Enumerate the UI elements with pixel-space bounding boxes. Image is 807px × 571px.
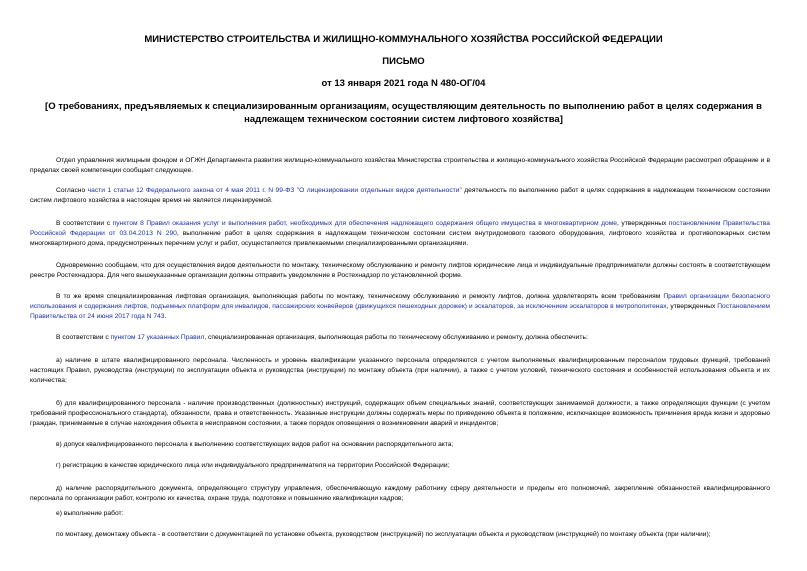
paragraph-point-17	[30, 333, 770, 343]
paragraph-text: В соответствии с	[56, 220, 113, 227]
paragraph-elevator-rules	[30, 292, 770, 322]
paragraph-text: деятельность по выполнению работ в целях содержания в надлежащем техническом состоянии систем лифтового хозяйства в настоящее время не является лицензируемой.	[30, 187, 770, 204]
rules-link[interactable]: пунктом 8 Правил оказания услуг и выполнения работ, необходимых для обеспечения надлежащего содержания общего имущества в многоквартирном доме	[112, 220, 618, 227]
law-link[interactable]: части 1 статьи 12 Федерального закона от 4 мая 2011 г. N 99-ФЗ "О лицензировании отдельных видов деятельности"	[87, 187, 462, 194]
decree-743-link[interactable]: Постановлением Правительства от 24 июня 2017 года N 743	[30, 303, 771, 320]
list-item-e: е) выполнение работ:	[56, 510, 124, 517]
list-item-e-installation: по монтажу, демонтажу объекта - в соответствии с документацией по установке объекта, руководством (инструкцией) по эксплуатации объекта и руководством (инструкцией) по монтажу объекта (при наличии);	[56, 531, 711, 538]
paragraph-text: , выполнение работ в целях содержания в надлежащем техническом состоянии систем внутридомового газового оборудования, лифтового хозяйства и противопожарных систем многоквартирного дома, предусмотренных перечнем услуг и работ, осуществляется привлекаемыми специализированными организациями.	[30, 230, 771, 247]
document-date-number: от 13 января 2021 года N 480-ОГ/04	[321, 78, 486, 89]
list-item-d: д) наличие распорядительного документа, определяющего структуру управления, обеспечивающую каждому работнику сферу деятельности и пределы его полномочий, закрепление обязанностей квалифицированного персонала по организации работ, контролю их качества, охране труда, подготовке и повышению квалификации кадров;	[30, 485, 770, 502]
paragraph-text: .	[164, 313, 167, 320]
paragraph-text: , утвержденных	[617, 220, 669, 227]
list-item-v: в) допуск квалифицированного персонала к выполнению соответствующих видов работ на основании распорядительного акта;	[56, 441, 454, 448]
document-subtitle: [О требованиях, предъявляемых к специализированным организациям, осуществляющим деятельность по выполнению работ в целях содержания в надлежащем техническом состоянии систем лифтового хозяйства]	[45, 101, 762, 125]
paragraph-text: В соответствии с	[56, 334, 111, 341]
paragraph-rostekhnadzor: Одновременно сообщаем, что для осуществления видов деятельности по монтажу, техническому обслуживанию и ремонту лифтов юридические лица и индивидуальные предприниматели должны состоять в соответствующем реестре Ростехнадзора. Для чего вышеуказанные организации должны отправить уведомление в Ростехнадзор по установленной форме.	[30, 262, 770, 279]
paragraph-text: , специализированная организация, выполняющая работы по техническому обслуживанию и ремонту, должна обеспечить:	[204, 334, 588, 341]
paragraph-text: Согласно	[56, 187, 88, 194]
paragraph-intro: Отдел управления жилищным фондом и ОГЖН Департамента развития жилищно-коммунального хозяйства Министерства строительства и жилищно-коммунального хозяйства Российской Федерации рассмотрел обращение и в пределах своей компетенции сообщает следующее.	[30, 157, 770, 174]
list-item-a: а) наличие в штате квалифицированного персонала. Численность и уровень квалификации указанного персонала определяются с учетом выполняемых квалифицированным персоналом трудовых функций, требований настоящих Правил, руководства (инструкции) по эксплуатации объекта и руководства (инструкции) по монтажу объекта (при наличии), а также с учетом условий, технического состояния и особенностей использования объекта и их количества;	[30, 357, 770, 384]
decree-290-link[interactable]: постановлением Правительства Российской Федерации от 03.04.2013 N 290	[30, 220, 771, 237]
paragraph-text: В то же время специализированная лифтовая организация, выполняющая работы по монтажу, техническому обслуживанию и ремонту лифтов, должна удовлетворять всем требованиям	[56, 293, 664, 300]
list-item-b: б) для квалифицированного персонала - наличие производственных (должностных) инструкций, содержащих объем специальных знаний, соответствующих занимаемой должности, а также определяющих функции (с учетом требований профессионального стандарта), обязанности, права и ответственность. Указанные инструкции должны содержать меры по приведению объекта в положение, исключающее возможность причинения вреда жизни и здоровью граждан, принимаемые в случае нахождения объекта в неисправном состоянии, а также порядок оповещения о возникновении аварий и инцидентов;	[30, 400, 770, 427]
elevator-rules-link[interactable]: Правил организации безопасного использования и содержания лифтов, подъемных платформ для инвалидов, пассажирских конвейеров (движущихся пешеходных дорожек) и эскалаторов, за исключением эскалаторов в метрополитенах	[30, 293, 770, 310]
paragraph-rules-290	[30, 219, 770, 249]
document-type-heading: ПИСЬМО	[382, 56, 425, 67]
ministry-heading: МИНИСТЕРСТВО СТРОИТЕЛЬСТВА И ЖИЛИЩНО-КОММУНАЛЬНОГО ХОЗЯЙСТВА РОССИЙСКОЙ ФЕДЕРАЦИИ	[144, 34, 663, 45]
paragraph-licensing	[30, 186, 770, 206]
paragraph-text: , утвержденных	[666, 303, 718, 310]
list-item-g: г) регистрацию в качестве юридического лица или индивидуального предпринимателя на территории Российской Федерации;	[56, 462, 450, 469]
point-17-link[interactable]: пунктом 17 указанных Правил	[110, 334, 205, 341]
